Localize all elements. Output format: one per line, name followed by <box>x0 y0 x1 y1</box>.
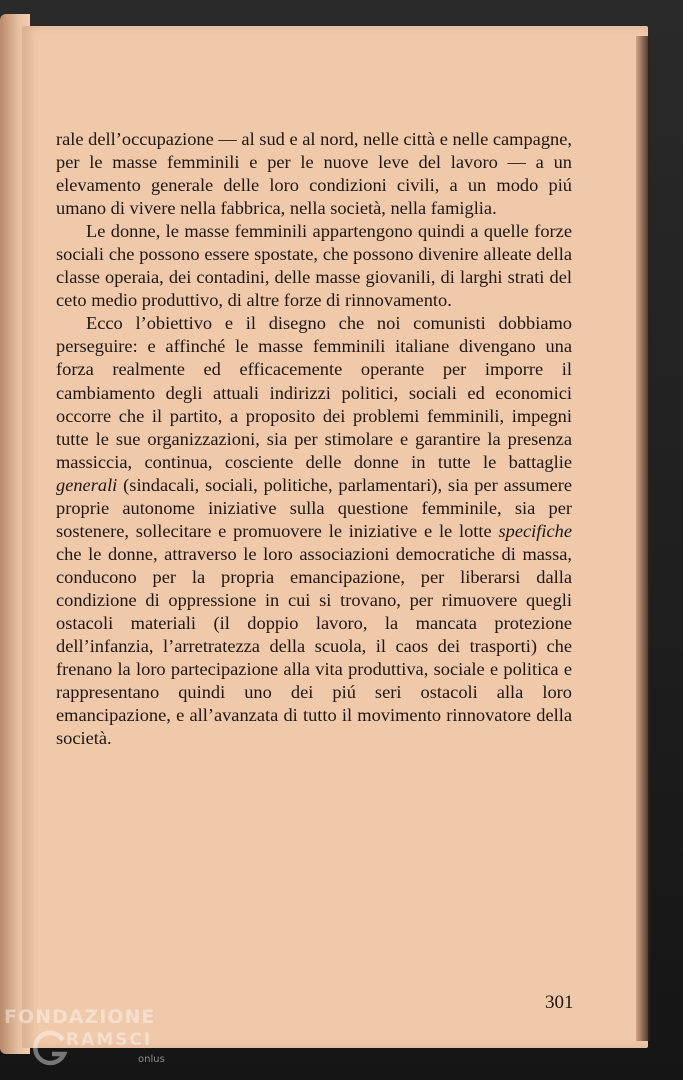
emphasis-text: generali <box>56 474 118 495</box>
paragraph <box>56 312 572 750</box>
page-number: 301 <box>545 992 574 1013</box>
emphasis-text: specifiche <box>498 520 572 541</box>
text-run: rale dell’occupazione — al sud e al nord, nelle città e nelle campagne, per le masse femminili e per le nuove leve del lavoro — a un elevamento generale delle loro condizioni civili, a un modo piú umano di vivere nella fabbrica, nella società, nella famiglia. <box>56 129 572 219</box>
text-run: (sindacali, sociali, politiche, parlamentari), sia per assumere proprie autonome iniziative sulla questione femminile, sia per sostenere, sollecitare e promuovere le iniziative e le lotte <box>56 474 572 541</box>
text-run: Le donne, le masse femminili appartengono quindi a quelle forze sociali che possono essere spostate, che possono divenire alleate della classe operaia, dei contadini, delle masse giovanili, di larghi strati del ceto medio produttivo, di altre forze di rinnovamento. <box>56 221 572 311</box>
watermark-line2: RAMSCI <box>66 1030 153 1050</box>
page-right-edge-shadow <box>636 36 650 1041</box>
watermark-line3: onlus <box>138 1054 165 1065</box>
text-run: che le donne, attraverso le loro associazioni democratiche di massa, conducono per la propria emancipazione, per liberarsi dalla condizione di oppressione in cui si trovano, per rimuovere quegli ostacoli materiali (il doppio lavoro, la mancata protezione dell’infanzia, l’arretratezza della scuola, il caos dei trasporti) che frenano la loro partecipazione alla vita produttiva, sociale e politica e rappresentano quindi uno dei piú seri ostacoli alla loro emancipazione, e all’avanzata di tutto il movimento rinnovatore della società. <box>56 543 572 749</box>
watermark-line1: FONDAZIONE <box>4 1006 156 1028</box>
fondazione-gramsci-watermark <box>4 1006 179 1076</box>
paragraph <box>56 220 572 312</box>
gramsci-logo-icon <box>30 1028 70 1068</box>
text-run: Ecco l’obiettivo e il disegno che noi comunisti dobbiamo perseguire: e affinché le masse femminili italiane divengano una forza realmente ed efficacemente operante per imporre il cambiamento degli attuali indirizzi politici, sociali ed economici occorre che il partito, a proposito dei problemi femminili, impegni tutte le sue organizzazioni, sia per stimolare e garantire la presenza massiccia, continua, cosciente delle donne in tutte le battaglie <box>56 313 572 472</box>
paragraph <box>56 128 572 220</box>
body-text <box>56 128 572 750</box>
